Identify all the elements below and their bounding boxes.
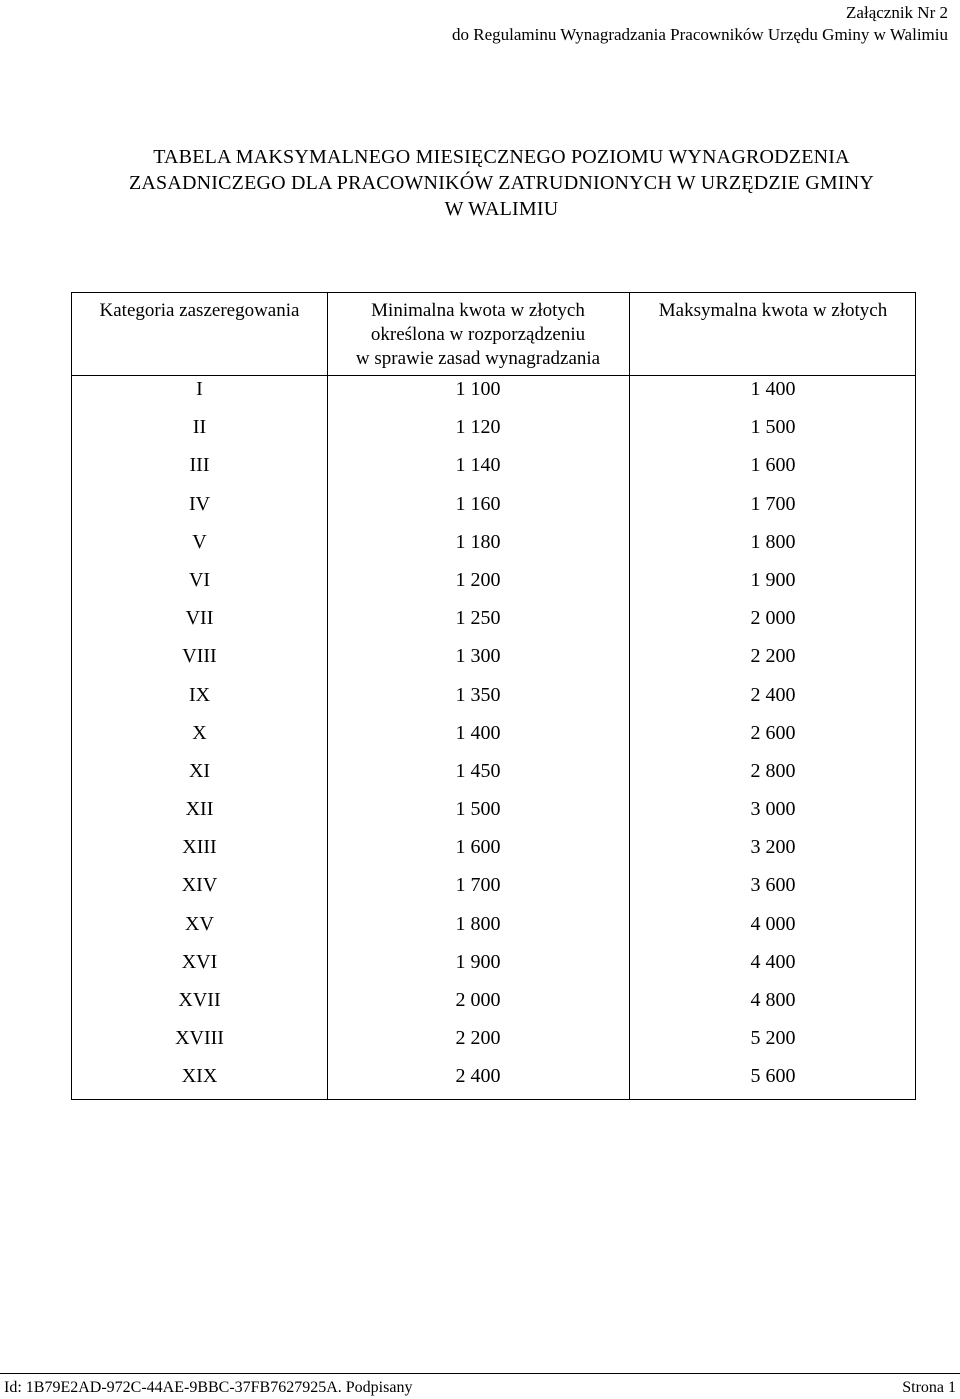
category-cell: XIV xyxy=(181,874,218,897)
max-amount-cell: 3 000 xyxy=(750,798,796,821)
min-amount-cell: 2 000 xyxy=(455,989,501,1011)
min-amount-cell: 2 200 xyxy=(455,1027,501,1050)
table-row xyxy=(72,451,915,489)
category-cell: II xyxy=(192,416,207,439)
page-number: Strona 1 xyxy=(902,1379,956,1396)
max-amount-cell: 5 200 xyxy=(750,1027,796,1050)
table-row xyxy=(72,871,915,909)
min-amount-cell: 1 180 xyxy=(455,530,501,553)
table-row xyxy=(72,910,915,948)
max-amount-cell: 1 400 xyxy=(750,378,796,400)
category-cell: VII xyxy=(185,607,214,630)
table-row xyxy=(72,986,915,1024)
table-row xyxy=(72,604,915,642)
min-amount-cell: 1 120 xyxy=(455,416,501,439)
category-cell: XVI xyxy=(181,950,218,973)
table-row xyxy=(72,1062,915,1100)
max-amount-cell: 4 800 xyxy=(750,989,796,1011)
table-row xyxy=(72,566,915,604)
min-amount-cell: 1 250 xyxy=(455,607,501,630)
category-cell: XV xyxy=(185,912,214,935)
max-amount-cell: 1 600 xyxy=(750,454,796,477)
title-line-2: ZASADNICZEGO DLA PRACOWNIKÓW ZATRUDNIONYCH W URZĘDZIE GMINY xyxy=(128,172,875,194)
attachment-note xyxy=(452,2,948,46)
category-cell: XIX xyxy=(181,1065,218,1088)
category-cell: XI xyxy=(188,759,211,782)
min-amount-cell: 1 100 xyxy=(455,378,501,400)
min-amount-cell: 1 350 xyxy=(455,683,501,706)
max-amount-cell: 2 600 xyxy=(750,721,796,744)
max-amount-cell: 3 600 xyxy=(750,874,796,897)
min-amount-cell: 1 300 xyxy=(455,645,501,668)
document-title xyxy=(0,144,960,222)
max-amount-cell: 3 200 xyxy=(750,836,796,859)
table-body xyxy=(72,375,915,1101)
table-row xyxy=(72,948,915,986)
table-row xyxy=(72,528,915,566)
max-amount-cell: 4 000 xyxy=(750,912,796,935)
table-row xyxy=(72,642,915,680)
min-amount-cell: 1 500 xyxy=(455,798,501,821)
category-cell: I xyxy=(196,378,203,400)
table-row xyxy=(72,681,915,719)
table-row xyxy=(72,375,915,413)
header-minimum: Minimalna kwota w złotych określona w rozporządzeniu w sprawie zasad wynagradzania xyxy=(355,300,601,369)
category-cell: III xyxy=(189,454,210,477)
header-category: Kategoria zaszeregowania xyxy=(99,300,300,321)
category-cell: V xyxy=(192,530,207,553)
min-amount-cell: 1 450 xyxy=(455,759,501,782)
category-cell: IV xyxy=(188,492,211,515)
table-row xyxy=(72,1024,915,1062)
min-amount-cell: 1 600 xyxy=(455,836,501,859)
title-line-1: TABELA MAKSYMALNEGO MIESIĘCZNEGO POZIOMU WYNAGRODZENIA xyxy=(153,146,850,168)
min-amount-cell: 1 200 xyxy=(455,568,501,591)
category-cell: XIII xyxy=(182,836,217,859)
max-amount-cell: 2 400 xyxy=(750,683,796,706)
category-cell: XVIII xyxy=(175,1027,224,1050)
document-id: Id: 1B79E2AD-972C-44AE-9BBC-37FB7627925A. Podpisany xyxy=(4,1379,413,1396)
max-amount-cell: 5 600 xyxy=(750,1065,796,1088)
max-amount-cell: 2 800 xyxy=(750,759,796,782)
title-line-3: W WALIMIU xyxy=(444,198,559,220)
min-amount-cell: 1 800 xyxy=(455,912,501,935)
max-amount-cell: 4 400 xyxy=(750,950,796,973)
footer-divider xyxy=(0,1373,960,1374)
category-cell: XVII xyxy=(178,989,221,1011)
min-amount-cell: 1 160 xyxy=(455,492,501,515)
table-row xyxy=(72,757,915,795)
table-row xyxy=(72,719,915,757)
min-amount-cell: 2 400 xyxy=(455,1065,501,1088)
min-amount-cell: 1 700 xyxy=(455,874,501,897)
category-cell: IX xyxy=(188,683,211,706)
min-amount-cell: 1 400 xyxy=(455,721,501,744)
salary-table xyxy=(71,292,916,1100)
table-row xyxy=(72,833,915,871)
min-amount-cell: 1 140 xyxy=(455,454,501,477)
category-cell: VI xyxy=(188,568,211,591)
table-row xyxy=(72,795,915,833)
min-amount-cell: 1 900 xyxy=(455,950,501,973)
category-cell: X xyxy=(192,721,207,744)
attachment-number: Załącznik Nr 2 xyxy=(846,3,948,22)
max-amount-cell: 1 800 xyxy=(750,530,796,553)
max-amount-cell: 2 000 xyxy=(750,607,796,630)
max-amount-cell: 2 200 xyxy=(750,645,796,668)
attachment-reference: do Regulaminu Wynagradzania Pracowników Urzędu Gminy w Walimiu xyxy=(451,25,948,44)
header-maximum: Maksymalna kwota w złotych xyxy=(658,300,888,321)
max-amount-cell: 1 500 xyxy=(750,416,796,439)
max-amount-cell: 1 700 xyxy=(750,492,796,515)
category-cell: VIII xyxy=(182,645,217,668)
max-amount-cell: 1 900 xyxy=(750,568,796,591)
table-row xyxy=(72,413,915,451)
table-row xyxy=(72,490,915,528)
category-cell: XII xyxy=(185,798,214,821)
